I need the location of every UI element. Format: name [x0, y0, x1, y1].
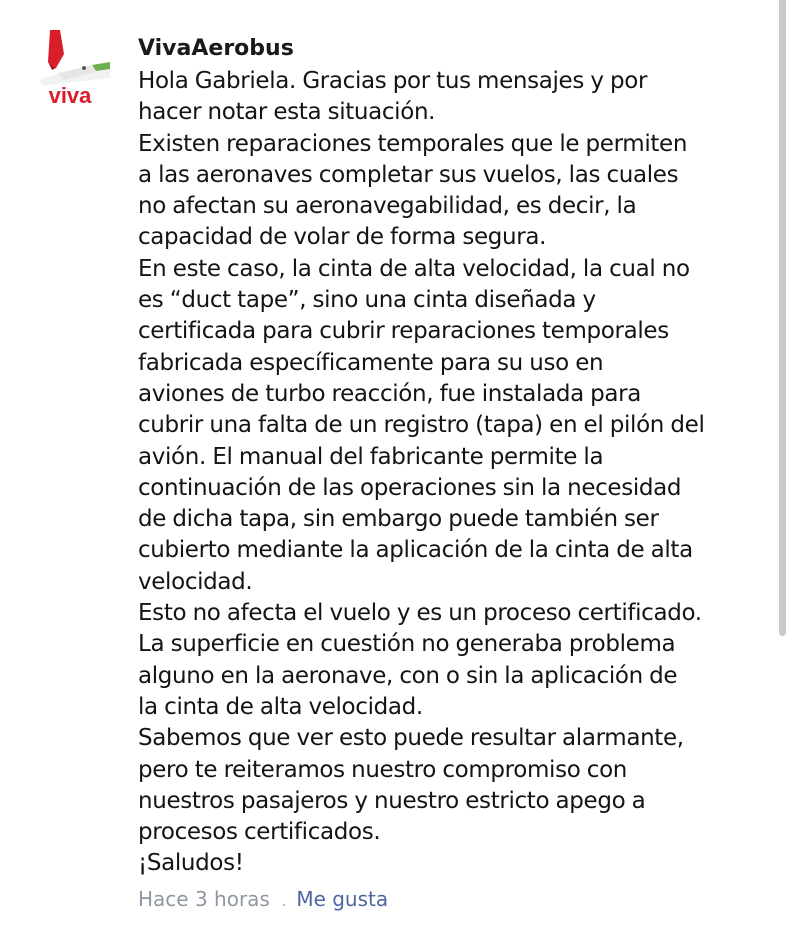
comment-line: de dicha tapa, sin embargo puede también ser [138, 506, 659, 533]
comment [138, 32, 758, 917]
comment-line: Existen reparaciones temporales que le permiten [138, 130, 688, 157]
comment-line: avión. El manual del fabricante permite la [138, 443, 604, 470]
vivaaerobus-logo [30, 28, 110, 108]
author-name[interactable]: VivaAerobus [138, 36, 294, 61]
comment-line: aviones de turbo reacción, fue instalada para [138, 380, 642, 407]
like-link[interactable]: Me gusta [296, 886, 389, 911]
comment-line: Sabemos que ver esto puede resultar alarmante, [138, 725, 684, 752]
comment-line: La superficie en cuestión no generaba problema [138, 631, 676, 658]
scrollbar-thumb[interactable] [779, 0, 786, 636]
meta-separator: . [281, 893, 287, 910]
comment-line: pero te reiteramos nuestro compromiso con [138, 756, 628, 783]
comment-line: cubierto mediante la aplicación de la cinta de alta [138, 537, 693, 564]
comment-line: cubrir una falta de un registro (tapa) en el pilón del [138, 412, 705, 439]
comment-line: certificada para cubrir reparaciones temporales [138, 318, 669, 345]
comment-line: alguno en la aeronave, con o sin la aplicación de [138, 662, 678, 689]
comment-line: procesos certificados. [138, 819, 381, 846]
timestamp[interactable]: Hace 3 horas [138, 886, 270, 911]
comment-line: hacer notar esta situación. [138, 99, 436, 126]
comment-line: continuación de las operaciones sin la necesidad [138, 474, 682, 501]
comment-line: capacidad de volar de forma segura. [138, 224, 547, 251]
comment-line: nuestros pasajeros y nuestro estricto apego a [138, 787, 646, 814]
comment-line: fabricada específicamente para su uso en [138, 349, 604, 376]
avatar[interactable] [30, 28, 110, 108]
comment-line: la cinta de alta velocidad. [138, 693, 423, 720]
comment-line: a las aeronaves completar sus vuelos, las cuales [138, 161, 679, 188]
logo-text: viva [48, 83, 92, 108]
comment-line: ¡Saludos! [138, 850, 244, 877]
comment-line: En este caso, la cinta de alta velocidad, la cual no [138, 255, 690, 282]
comment-line: no afectan su aeronavegabilidad, es decir, la [138, 193, 637, 220]
comment-line: Esto no afecta el vuelo y es un proceso certificado. [138, 600, 702, 627]
comment-meta [138, 884, 758, 917]
comment-line: es “duct tape”, sino una cinta diseñada y [138, 287, 596, 314]
comment-line: Hola Gabriela. Gracias por tus mensajes y por [138, 68, 648, 94]
comment-line: velocidad. [138, 568, 253, 595]
comment-text [138, 66, 758, 880]
